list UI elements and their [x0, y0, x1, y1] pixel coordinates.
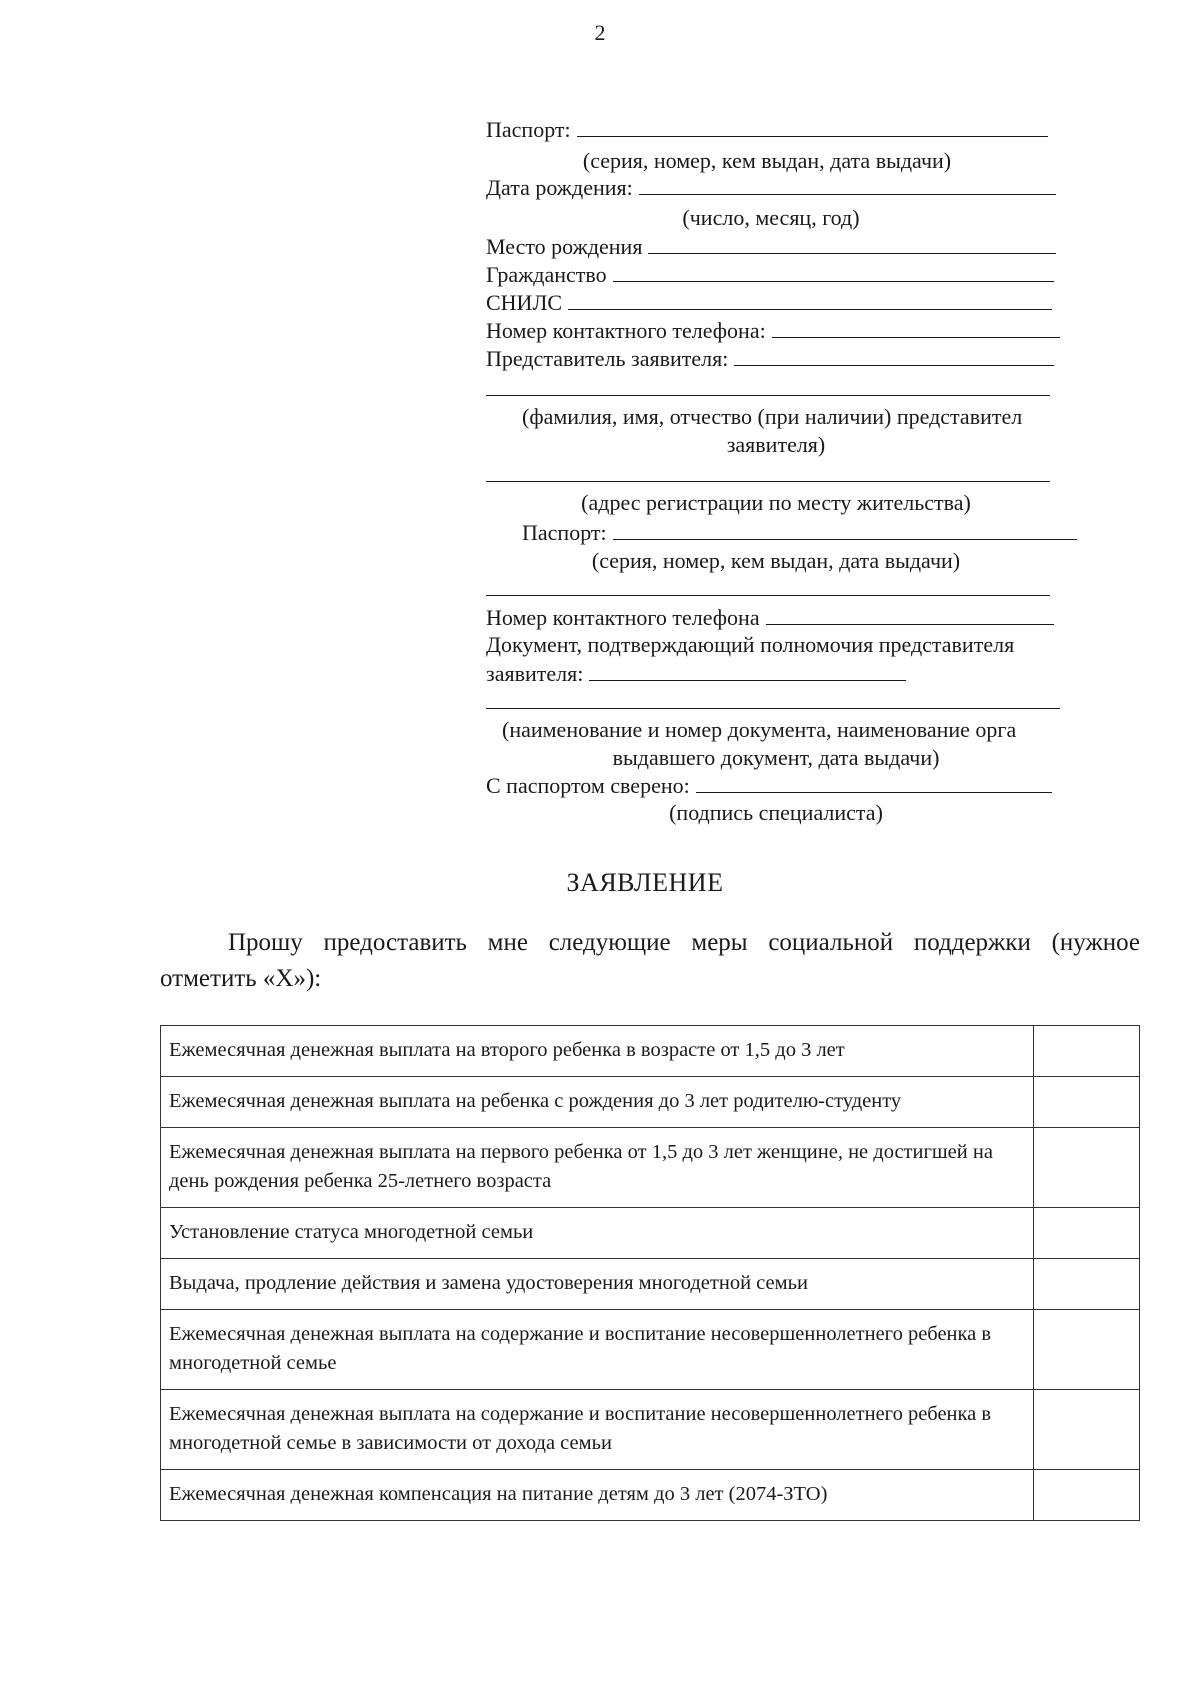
citizenship-field[interactable] — [613, 261, 1054, 282]
measure-text: Ежемесячная денежная компенсация на питание детям до 3 лет (2074-ЗТО) — [161, 1470, 1034, 1521]
applicant-phone-row — [486, 317, 1060, 345]
table-row — [161, 1310, 1140, 1390]
table-row — [161, 1128, 1140, 1208]
representative-passport-extra-field[interactable] — [486, 595, 1050, 596]
measure-mark-cell[interactable] — [1034, 1208, 1140, 1259]
representative-passport-label: Паспорт: — [522, 520, 607, 545]
document-hint-line1: (наименование и номер документа, наименование орга — [502, 717, 1017, 742]
applicant-passport-field[interactable] — [577, 116, 1048, 137]
representative-phone-field[interactable] — [766, 604, 1054, 625]
authority-document-label-line2: заявителя: — [486, 661, 584, 686]
measure-text: Ежемесячная денежная выплата на первого ребенка от 1,5 до 3 лет женщине, не достигшей на день рождения ребенка 25-летнего возраста — [161, 1128, 1034, 1208]
birth-date-field[interactable] — [639, 174, 1056, 195]
representative-address-field[interactable] — [486, 481, 1050, 482]
authority-document-label-line1: Документ, подтверждающий полномочия представителя — [486, 632, 1015, 657]
passport-verified-row — [486, 772, 1052, 800]
measure-text: Ежемесячная денежная выплата на второго ребенка в возрасте от 1,5 до 3 лет — [161, 1026, 1034, 1077]
applicant-passport-hint: (серия, номер, кем выдан, дата выдачи) — [582, 148, 952, 173]
citizenship-label: Гражданство — [486, 262, 607, 287]
applicant-phone-field[interactable] — [772, 317, 1060, 338]
measures-table — [160, 1025, 1140, 1521]
representative-name-hint-line1: (фамилия, имя, отчество (при наличии) представител — [522, 404, 1023, 429]
representative-phone-row — [486, 604, 1054, 632]
measure-mark-cell[interactable] — [1034, 1310, 1140, 1390]
representative-name-field[interactable] — [486, 395, 1050, 396]
birth-place-field[interactable] — [648, 233, 1056, 254]
passport-verified-label: С паспортом сверено: — [486, 773, 690, 798]
snils-label: СНИЛС — [486, 290, 563, 315]
measure-mark-cell[interactable] — [1034, 1128, 1140, 1208]
page-number: 2 — [594, 20, 606, 45]
representative-phone-label: Номер контактного телефона — [486, 605, 760, 630]
measure-text: Ежемесячная денежная выплата на содержание и воспитание несовершеннолетнего ребенка в многодетной семье — [161, 1310, 1034, 1390]
request-text: Прошу предоставить мне следующие меры социальной поддержки (нужное отметить «Х»): — [160, 929, 1140, 992]
measure-mark-cell[interactable] — [1034, 1259, 1140, 1310]
birth-date-row — [486, 174, 1056, 202]
authority-document-extra-field[interactable] — [486, 708, 1060, 709]
measure-mark-cell[interactable] — [1034, 1026, 1140, 1077]
statement-title: ЗАЯВЛЕНИЕ — [566, 868, 724, 897]
measure-text: Выдача, продление действия и замена удостоверения многодетной семьи — [161, 1259, 1034, 1310]
representative-name-hint-line2: заявителя) — [726, 432, 826, 457]
applicant-passport-row — [486, 116, 1048, 144]
authority-document-field[interactable] — [589, 660, 906, 681]
applicant-passport-label: Паспорт: — [486, 117, 571, 142]
table-row — [161, 1390, 1140, 1470]
table-row — [161, 1208, 1140, 1259]
representative-passport-hint: (серия, номер, кем выдан, дата выдачи) — [591, 548, 961, 573]
measure-text: Ежемесячная денежная выплата на ребенка с рождения до 3 лет родителю-студенту — [161, 1077, 1034, 1128]
specialist-signature-field[interactable] — [696, 772, 1052, 793]
measure-mark-cell[interactable] — [1034, 1077, 1140, 1128]
table-row — [161, 1077, 1140, 1128]
measure-text: Ежемесячная денежная выплата на содержание и воспитание несовершеннолетнего ребенка в многодетной семье в зависимости от дохода семьи — [161, 1390, 1034, 1470]
birth-place-row — [486, 233, 1056, 261]
table-row — [161, 1470, 1140, 1521]
specialist-signature-hint: (подпись специалиста) — [669, 800, 883, 825]
snils-row — [486, 289, 1052, 317]
representative-field[interactable] — [734, 345, 1054, 366]
snils-field[interactable] — [568, 289, 1052, 310]
birth-date-hint: (число, месяц, год) — [682, 205, 860, 230]
measure-mark-cell[interactable] — [1034, 1470, 1140, 1521]
measure-text: Установление статуса многодетной семьи — [161, 1208, 1034, 1259]
birth-date-label: Дата рождения: — [486, 175, 633, 200]
representative-passport-row — [522, 519, 1077, 547]
applicant-phone-label: Номер контактного телефона: — [486, 318, 766, 343]
request-paragraph — [160, 925, 1140, 997]
measure-mark-cell[interactable] — [1034, 1390, 1140, 1470]
birth-place-label: Место рождения — [486, 234, 643, 259]
citizenship-row — [486, 261, 1054, 289]
table-row — [161, 1259, 1140, 1310]
document-hint-line2: выдавшего документ, дата выдачи) — [612, 745, 940, 770]
representative-row — [486, 345, 1054, 373]
authority-document-row — [486, 660, 906, 688]
representative-address-hint: (адрес регистрации по месту жительства) — [581, 490, 971, 515]
representative-passport-field[interactable] — [613, 519, 1077, 540]
representative-label: Представитель заявителя: — [486, 346, 729, 371]
table-row — [161, 1026, 1140, 1077]
